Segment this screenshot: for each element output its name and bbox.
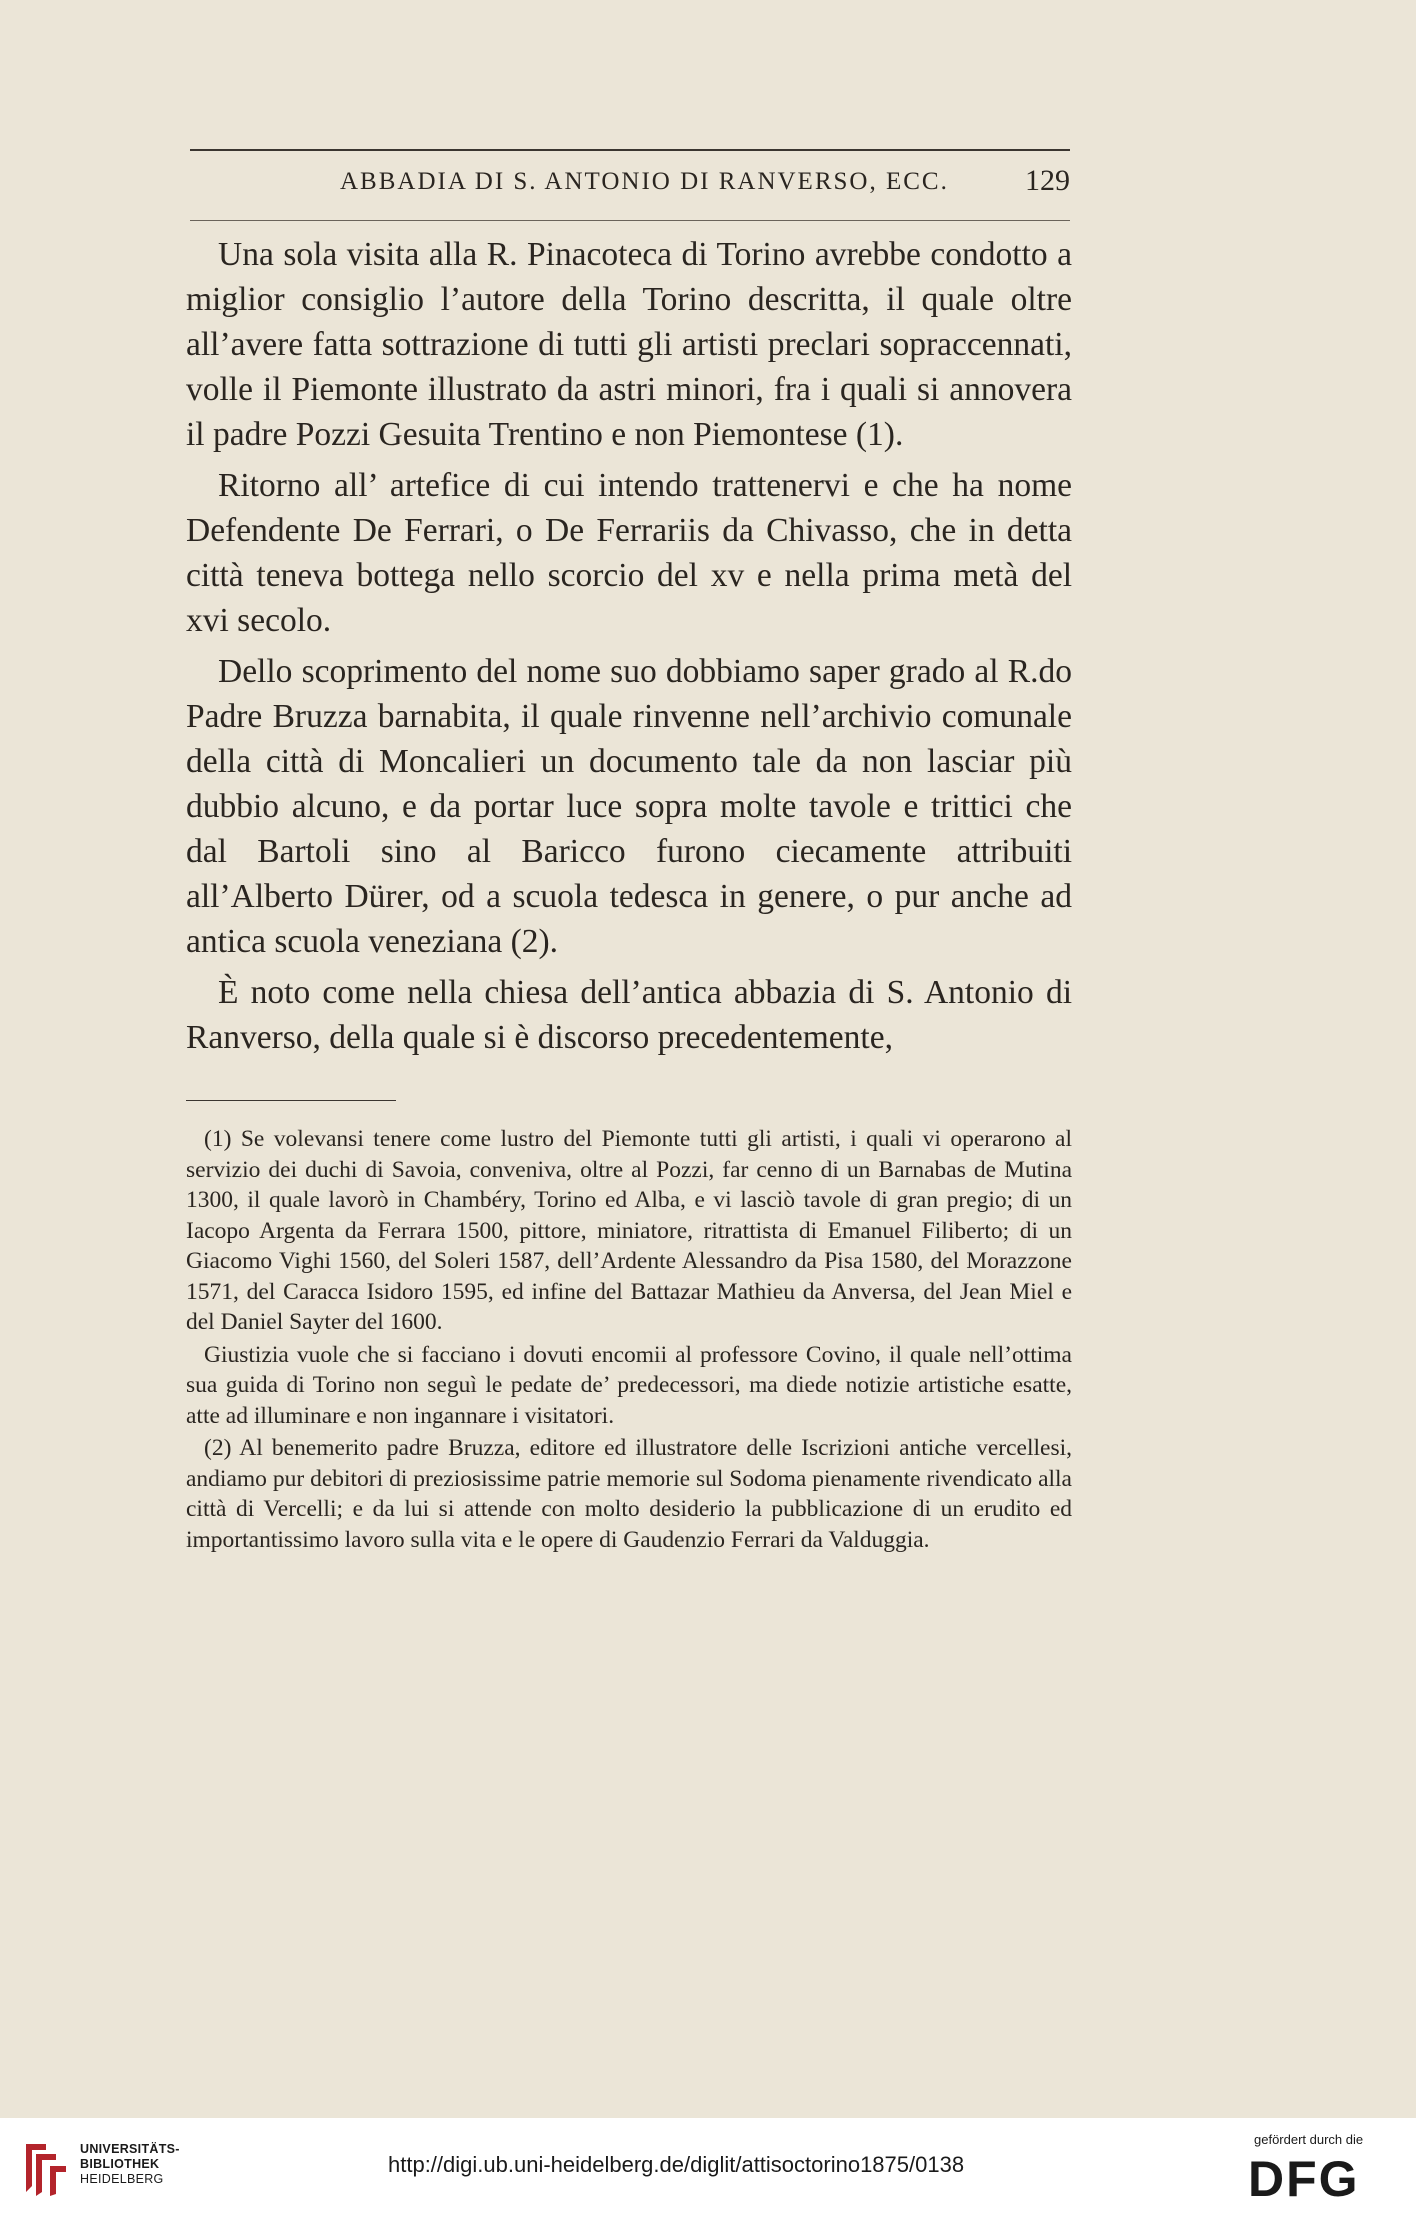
library-name: UNIVERSITÄTS- BIBLIOTHEK HEIDELBERG bbox=[80, 2142, 180, 2186]
main-text bbox=[186, 232, 1072, 1060]
paragraph: Dello scoprimento del nome suo dobbiamo saper grado al R.do Padre Bruzza barnabita, il quale rinvenne nell’archivio comunale della città di Moncalieri un documento tale da non lasciar più dubbio alcuno, e da portar luce sopra molte tavole e trittici che dal Bartoli sino al Baricco furono ciecamente attribuiti all’Alberto Dürer, od a scuola tedesca in genere, o pur anche ad antica scuola veneziana (2). bbox=[186, 653, 1072, 960]
page-number: 129 bbox=[1025, 164, 1070, 197]
header-bottom-rule bbox=[190, 220, 1070, 221]
dfg-logo-icon: DFG bbox=[1248, 2151, 1360, 2207]
paragraph: Ritorno all’ artefice di cui intendo trattenervi e che ha nome Defendente De Ferrari, o De Ferrariis da Chivasso, che in detta città teneva bottega nello scorcio del xv e nella prima metà del xvi secolo. bbox=[186, 467, 1072, 639]
footnote: Giustizia vuole che si facciano i dovuti encomii al professore Covino, il quale nell’ottima sua guida di Torino non seguì le pedate de’ predecessori, ma diede notizie artistiche esatte, atte ad illuminare e non ingannare i visitatori. bbox=[186, 1341, 1072, 1429]
running-header bbox=[190, 164, 1070, 208]
paragraph: Una sola visita alla R. Pinacoteca di Torino avrebbe condotto a miglior consiglio l’autore della Torino descritta, il quale oltre all’avere fatta sottrazione di tutti gli artisti preclari sopraccennati, volle il Piemonte illustrato da astri minori, fra i quali si annovera il padre Pozzi Gesuita Trentino e non Piemontese (1). bbox=[186, 236, 1072, 453]
paragraph: È noto come nella chiesa dell’antica abbazia di S. Antonio di Ranverso, della quale si è discorso precedentemente, bbox=[186, 974, 1072, 1056]
footnote-separator bbox=[186, 1100, 396, 1101]
permalink-url[interactable]: http://digi.ub.uni-heidelberg.de/diglit/attisoctorino1875/0138 bbox=[388, 2152, 965, 2177]
footnote: (1) Se volevansi tenere come lustro del Piemonte tutti gli artisti, i quali vi operarono al servizio dei duchi di Savoia, conveniva, oltre al Pozzi, far cenno di un Barnabas de Mutina 1300, il quale lavorò in Chambéry, Torino ed Alba, e vi lasciò tavole di gran pregio; di un Iacopo Argenta da Ferrara 1500, pittore, miniatore, ritrattista di Emanuel Filiberto; di un Giacomo Vighi 1560, del Soleri 1587, dell’Ardente Alessandro da Pisa 1580, del Morazzone 1571, del Caracca Isidoro 1595, ed infine del Battazar Mathieu da Anversa, del Jean Miel e del Daniel Sayter del 1600. bbox=[186, 1126, 1072, 1335]
header-top-rule bbox=[190, 149, 1070, 151]
footnotes bbox=[186, 1124, 1072, 1555]
running-title: ABBADIA DI S. ANTONIO DI RANVERSO, ECC. bbox=[340, 168, 949, 195]
dfg-funding-badge[interactable] bbox=[1248, 2132, 1398, 2212]
funding-caption: gefördert durch die bbox=[1254, 2132, 1364, 2147]
footnote: (2) Al benemerito padre Bruzza, editore ed illustratore delle Iscrizioni antiche vercellesi, andiamo pur debitori di preziosissime patrie memorie sul Sodoma pienamente rivendicato alla città di Vercelli; e da lui si attende con molto desiderio la pubblicazione di un erudito ed importantissimo lavoro sulla vita e le opere di Gaudenzio Ferrari da Valduggia. bbox=[186, 1435, 1072, 1553]
library-emblem-icon bbox=[20, 2138, 72, 2198]
university-library-logo[interactable] bbox=[20, 2138, 200, 2198]
